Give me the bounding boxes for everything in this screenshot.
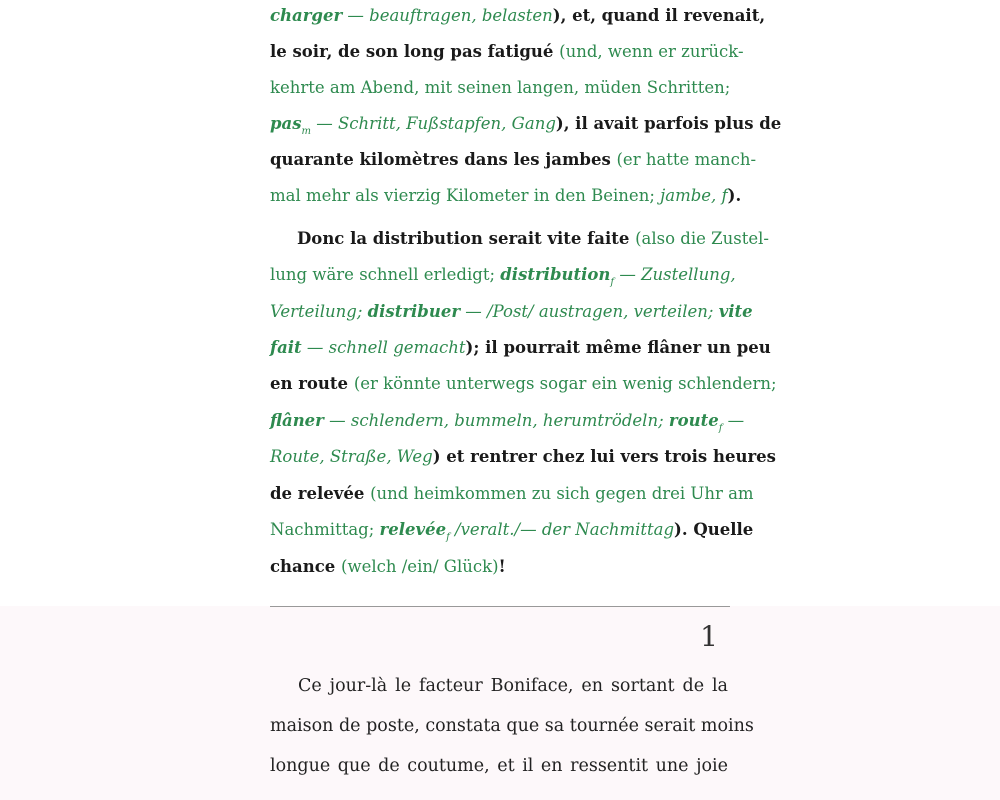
german-gloss: (er könnte unterwegs sogar ein wenig schlendern; <box>353 374 777 393</box>
chapter-number: 1 <box>700 620 718 653</box>
german-gloss: — schnell gemacht <box>301 338 466 357</box>
french-text: ) et rentrer chez lui vers trois heures <box>432 447 776 466</box>
french-text: en route <box>270 374 354 393</box>
french-text: ), et, quand il revenait, <box>552 6 766 25</box>
paragraph-line: longue que de coutume, et il en ressentit une joie <box>270 756 728 776</box>
gender-marker: f <box>718 423 723 434</box>
french-text: quarante kilomètres dans les jambes <box>270 150 617 169</box>
gender-marker: f <box>446 532 450 543</box>
text-line <box>270 185 742 207</box>
french-text: ), il avait parfois plus de <box>555 114 782 133</box>
german-gloss: (er hatte manch- <box>616 150 757 169</box>
german-gloss: fait <box>270 338 302 357</box>
gender-marker: f <box>610 277 615 288</box>
gender-marker: m <box>301 126 312 137</box>
german-gloss: kehrte am Abend, mit seinen langen, müden Schritten; <box>270 78 731 97</box>
german-gloss: (und, wenn er zurück- <box>559 42 744 61</box>
german-gloss: — Schritt, Fußstapfen, Gang <box>311 114 556 133</box>
german-gloss: distribuer <box>367 302 461 321</box>
text-line <box>270 5 766 27</box>
german-gloss: (welch /ein/ Glück) <box>341 557 499 576</box>
paragraph-line: maison de poste, constata que sa tournée serait moins <box>270 716 754 736</box>
text-line <box>270 41 744 63</box>
german-gloss: relevée <box>379 520 447 539</box>
french-text: ). <box>727 186 742 205</box>
german-gloss: — /Post/ austragen, verteilen; <box>460 302 719 321</box>
text-line <box>270 373 777 395</box>
text-line <box>297 228 769 250</box>
german-gloss: Route, Straße, Weg <box>270 447 433 466</box>
german-gloss: — Zustellung, <box>614 265 736 284</box>
german-gloss: vite <box>718 302 753 321</box>
german-gloss: jambe, f <box>660 186 728 205</box>
french-text: ); il pourrait même flâner un peu <box>465 338 771 357</box>
german-gloss: Nachmittag; <box>270 520 380 539</box>
text-line <box>270 337 771 359</box>
german-gloss: — <box>722 411 745 430</box>
german-gloss: — beauftragen, belasten <box>342 6 553 25</box>
french-text: chance <box>270 557 342 576</box>
german-gloss: distribution <box>500 265 611 284</box>
text-line <box>270 556 730 578</box>
german-gloss: flâner <box>270 411 324 430</box>
german-gloss: (also die Zustel- <box>635 229 769 248</box>
text-line <box>270 519 754 549</box>
german-gloss: charger <box>270 6 343 25</box>
chapter-divider <box>270 606 730 607</box>
german-gloss: Verteilung; <box>270 302 368 321</box>
text-line <box>270 483 754 505</box>
text-line <box>270 410 745 440</box>
german-gloss: mal mehr als vierzig Kilometer in den Beinen; <box>270 186 661 205</box>
paragraph-line: Ce jour-là le facteur Boniface, en sortant de la <box>298 676 728 696</box>
text-line <box>270 149 757 171</box>
german-gloss: lung wäre schnell erledigt; <box>270 265 501 284</box>
text-line <box>270 113 782 143</box>
text-line <box>270 301 753 323</box>
text-line <box>270 446 776 468</box>
german-gloss: /veralt./— der Nachmittag <box>449 520 675 539</box>
german-gloss: pas <box>270 114 302 133</box>
french-text: de relevée <box>270 484 371 503</box>
german-gloss: (und heimkommen zu sich gegen drei Uhr am <box>370 484 754 503</box>
french-text: ! <box>498 557 506 576</box>
french-text: le soir, de son long pas fatigué <box>270 42 560 61</box>
german-gloss: — schlendern, bummeln, herumtrödeln; <box>323 411 669 430</box>
text-line <box>270 264 736 294</box>
text-line <box>270 77 730 99</box>
german-gloss: route <box>668 411 719 430</box>
french-text: Donc la distribution serait vite faite <box>297 229 636 248</box>
french-text: ). Quelle <box>674 520 754 539</box>
